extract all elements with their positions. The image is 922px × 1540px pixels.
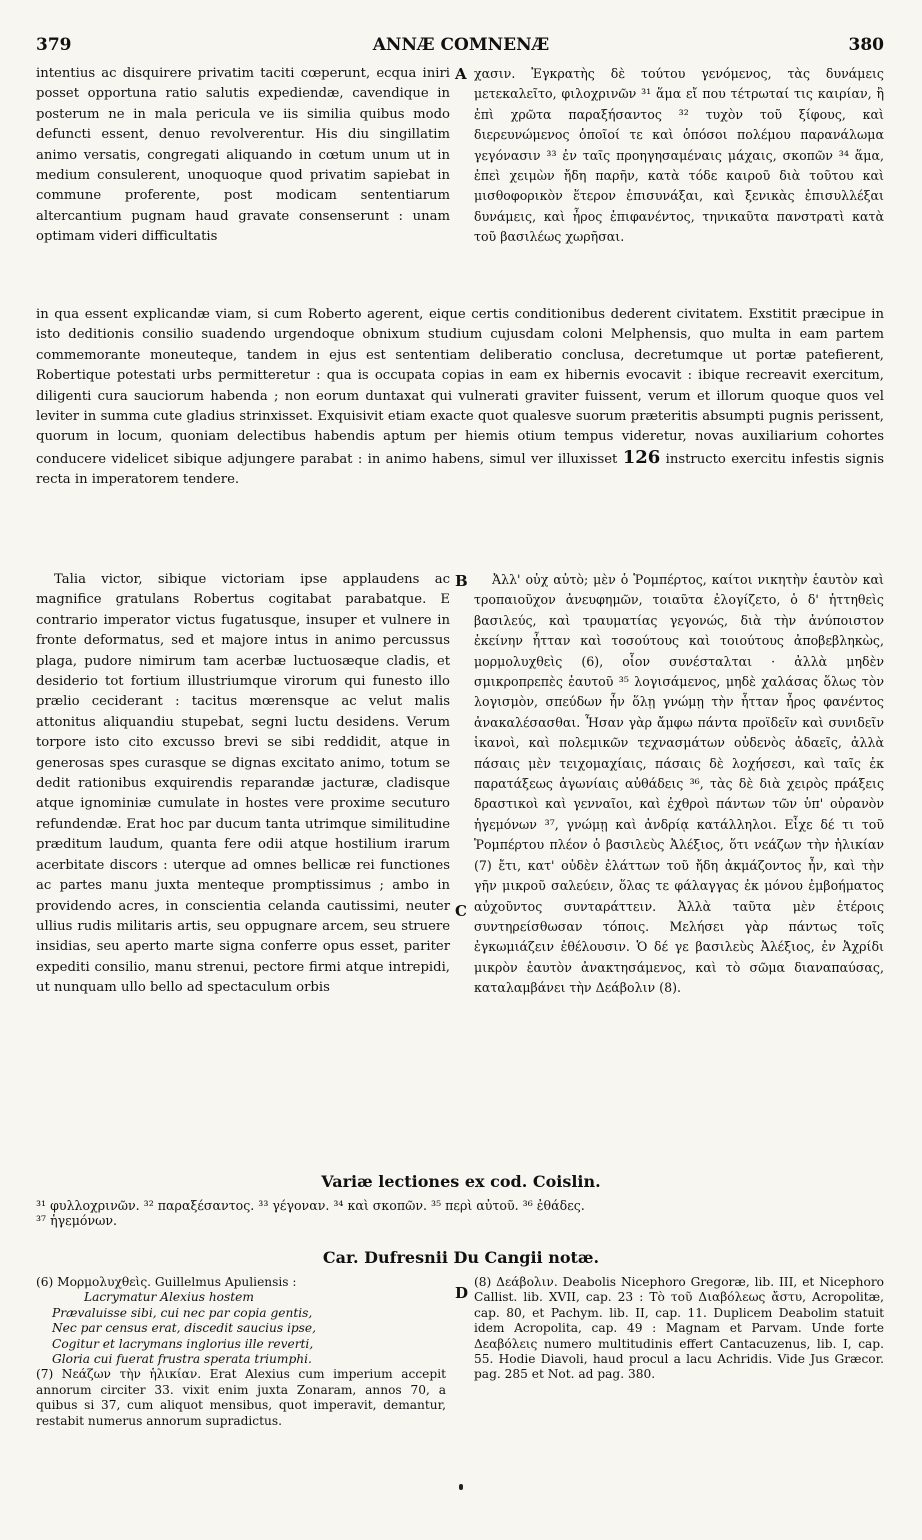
notes-right-column: [474, 1275, 884, 1383]
latin-fullwidth-text-end: instructo exercitu infestis signis recta in imperatorem tendere.: [36, 451, 884, 488]
verse-line: Prævaluisse sibi, cui nec par copia gentis,: [52, 1305, 313, 1320]
latin-paragraph: intentius ac disquirere privatim taciti cœperunt, ecqua iniri posset opportuna ratio salutis expediendæ, cavendique in posterum ne in mala pericula ve iis similia quibus modo defuncti essent, denuo revolverentur. His diu singillatim animo versatis, congregati aliquando in cœtum unum ut in medium consulerent, unoquoque quod privatim sapiebat in commune proferente, post modicam sententiarum altercantium pugnam haud gravate consenserunt : unam optimam videri difficultatis: [36, 66, 450, 245]
margin-marker-a: A: [455, 65, 467, 83]
margin-marker-d: D: [455, 1284, 469, 1302]
greek-paragraph: χασιν. Ἐγκρατὴς δὲ τούτου γενόμενος, τὰς δυνάμεις μετεκαλεῖτο, φιλοχρινῶν ³¹ ἅμα εἴ που τέτρωταί τις καιρίαν, ἢ ἐπὶ χρῶτα παραξήσαντος ³² τυχὸν τοῦ ξίφους, καὶ διερευνώμενος ὁποῖοί τε καὶ ὁπόσοι πολέμου παρανάλωμα γεγόνασιν ³³ ἐν ταῖς προηγησαμέναις μάχαις, σκοπῶν ³⁴ ἅμα, ἐπεὶ χειμὼν ἤδη παρῆν, κατὰ τόδε καιροῦ διὰ τοῦτου καὶ μισθοφορικὸν ἕτερον ἐπισυνάξαι, καὶ ξενικὰς ἐπισυλλέξαι δυνάμεις, καὶ ἦρος ἐπιφανέντος, τηνικαῦτα πανστρατὶ κατὰ τοῦ βασιλέως χωρῆσαι.: [474, 66, 884, 245]
variae-line-1: ³¹ φυλλοχρινῶν. ³² παραξέσαντος. ³³ γέγοναν. ³⁴ καὶ σκοπῶν. ³⁵ περὶ αὐτοῦ. ³⁶ ἐθάδες.: [36, 1198, 585, 1213]
latin-fullwidth-text: in qua essent explicandæ viam, si cum Roberto agerent, eique certis conditionibus dederent civitatem. Exstitit præcipue in isto deditionis consilio suadendo urgendoque obnixum studium cujusdam coloni Melphensis, quo multa in eam partem commemorante moneuteque, tandem in ejus est sententiam deliberatio conclusa, decretumque ut portæ patefierent, Robertique potestati urbs permitteretur : qua is occupata copias in eam ex hibernis evocavit : ibique recreavit exercitum, diligenti cura sauciorum habenda ; non eorum duntaxat qui vulnerati graviter fuissent, verum et illorum quoque quos vel leviter in summa cute gladius strinxisset. Exquisivit etiam exacte quot qualesve suorum præteritis absumpti pugnis perissent, quorum in locum, quoniam delectibus habendis aptum per hiemis otium tempus videretur, novas auxiliarium cohortes conducere videlicet sibique adjungere parabat : in animo habens, simul ver illuxisset: [36, 307, 884, 467]
page-marker-126: 126: [622, 446, 661, 468]
latin-fullwidth: [36, 305, 884, 491]
page-number-right: 380: [848, 35, 884, 55]
verse-line: Gloria cui fuerat frustra sperata triumphi.: [52, 1352, 312, 1367]
latin-paragraph-b: Talia victor, sibique victoriam ipse applaudens ac magnifice gratulans Robertus cogitabat parabatque. E contrario imperator victus fugatusque, insuper et vulnere in fronte deformatus, sed et majore intus in animo percussus plaga, pudore nimirum tam acerbæ luctuosæque cladis, et desiderio tot fortium illustriumque virorum qui funesto illo prælio ceciderant : tacitus mœrensque ac velut malis attonitus aliquandiu stupebat, segni luctu desidens. Verum torpore isto cito excusso brevi se sibi reddidit, atque in generosas spes curasque se dignas excitato animo, totum se dedit rationibus exquirendis reparandæ jacturæ, cladisque atque ignominiæ cumulate in hostes vere proxime secuturo refundendæ. Erat hoc par ducum tanta utrimque similitudine præditum laudum, quanta fere odii atque hostilium irarum acerbitate discors : uterque ad omnes bellicæ rei functiones ac partes manu juxta menteque promptissimus ; ambo in providendo acres, in conscientia celanda cautissimi, neuter ullius rudis militaris artis, seu oppugnare arcem, seu struere insidias, seu aperto marte signa conferre opus esset, pariter expediti consilio, manu strenui, pectore firmi atque intrepidi, ut nunquam ullo bello ad spectaculum orbis: [36, 572, 450, 996]
verse-line: Lacrymatur Alexius hostem: [84, 1290, 254, 1305]
note-7: (7) Νεάζων τὴν ἡλικίαν. Erat Alexius cum imperium accepit annorum circiter 33. vixit enim juxta Zonaram, annos 70, a quibus si 37, cum aliquot mensibus, quot imperavit, demantur, restabit numerus annorum supradictus.: [36, 1367, 446, 1428]
running-title: ANNÆ COMNENÆ: [372, 35, 550, 55]
notae-title: Car. Dufresnii Du Cangii notæ.: [322, 1248, 600, 1267]
greek-paragraph-b: Ἀλλ' οὐχ αὐτὸ; μὲν ὁ Ῥομπέρτος, καίτοι νικητὴν ἑαυτὸν καὶ τροπαιοῦχον ἀνευφημῶν, τοιαῦτα ἐλογίζετο, ὁ δ' ἡττηθεὶς βασιλεύς, καὶ τραυματίας γεγονώς, διὰ τὴν ἀνύποιστον ἐκείνην ἧτταν καὶ τοσούτους καὶ τοιούτους ἀποβεβληκὼς, μορμολυχθεὶς (6), οἷον συνέσταλται · ἀλλὰ μηδὲν σμικροπρεπὲς ἑαυτοῦ ³⁵ λογισάμενος, μηδὲ χαλάσας ὅλως τὸν λογισμὸν, σπεύδων ἦν ὅλῃ γνώμῃ τὴν ἧτταν ἦρος φανέντος ἀνακαλέσασθαι. Ἦσαν γὰρ ἄμφω πάντα προϊδεῖν καὶ συνιδεῖν ἱκανοὶ, καὶ πολεμικῶν τεχνασμάτων οὐδενὸς ἀδαεῖς, ἀλλὰ πάσαις μὲν τειχομαχίαις, πάσαις δὲ λοχήσεσι, καὶ ταῖς ἐκ παρατάξεως ἀγωνίαις αὐθάδεις ³⁶, τὰς δὲ διὰ χειρὸς πράξεις δραστικοὶ καὶ γενναῖοι, καὶ ἐχθροὶ πάντων τῶν ὑπ' οὐρανὸν ἡγεμόνων ³⁷, γνώμῃ καὶ ἀνδρίᾳ κατάλληλοι. Εἶχε δέ τι τοῦ Ῥομπέρτου πλέον ὁ βασιλεὺς Ἀλέξιος, ὅτι νεάζων τὴν ἡλικίαν (7) ἔτι, κατ' οὐδὲν ἐλάττων τοῦ ἤδη ἀκμάζοντος ἦν, καὶ τὴν γῆν μικροῦ σαλεύειν, ὅλας τε φάλαγγας ἐκ μόνου ἐμβοήματος αὐχοῦντος συνταράττειν. Ἀλλὰ ταῦτα μὲν ἑτέροις συντηρείσθωσαν τόποις. Μελήσει γὰρ πάντως τοῖς ἐγκωμιάζειν ἐθέλουσιν. Ὁ δέ γε βασιλεὺς Ἀλέξιος, ἐν Ἀχρίδι μικρὸν ἑαυτὸν ἀνακτησάμενος, καὶ τὸ σῶμα διαναπαύσας, καταλαμβάνει τὴν Δεάβολιν (8).: [474, 572, 884, 996]
latin-column-a: [36, 64, 450, 248]
variae-line-2: ³⁷ ἡγεμόνων.: [36, 1213, 118, 1229]
verse-line: Nec par census erat, discedit saucius ipse,: [52, 1321, 316, 1336]
margin-marker-c: C: [455, 902, 467, 920]
page-number-left: 379: [36, 35, 72, 55]
note-8: (8) Δεάβολιν. Deabolis Nicephoro Gregoræ, lib. III, et Nicephoro Callist. lib. XVII, cap. 23 : Τὸ τοῦ Διαβόλεως ἄστυ, Acropolitæ, cap. 80, et Pachym. lib. II, cap. 11. Duplicem Deabolim statuit idem Acropolita, cap. 49 : Magnam et Parvam. Unde forte Δεαβόλεις numero multitudinis effert Cantacuzenus, lib. I, cap. 55. Hodie Diavoli, haud procul a lacu Achridis. Vide Jus Græcor. pag. 285 et Not. ad pag. 380.: [474, 1275, 884, 1382]
variae-title: Variæ lectiones ex cod. Coislin.: [321, 1172, 601, 1191]
latin-column-b: [36, 570, 450, 999]
ink-speck: [459, 1484, 463, 1490]
notes-left-column: [36, 1275, 446, 1429]
greek-column-b: [474, 570, 884, 999]
note-6-heading: (6) Μορμολυχθεὶς. Guillelmus Apuliensis :: [36, 1275, 297, 1289]
margin-marker-b: B: [455, 572, 468, 590]
greek-column-a: [474, 64, 884, 248]
verse-line: Cogitur et lacrymans inglorius ille reverti,: [52, 1336, 314, 1351]
variae-readings: [36, 1198, 884, 1229]
